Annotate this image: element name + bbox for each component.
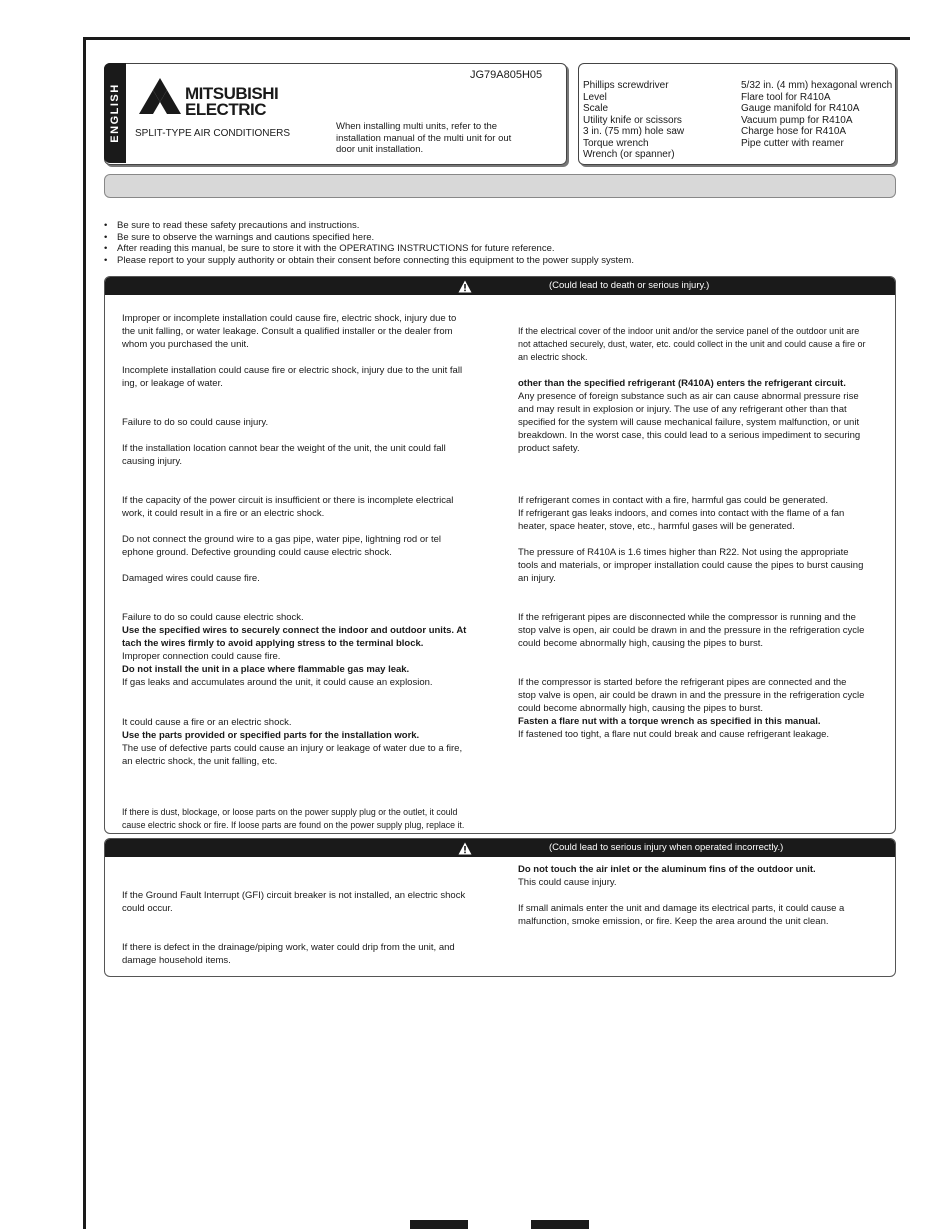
item-text-line: Any presence of foreign substance such as air can cause abnormal pressure rise (518, 391, 859, 402)
caution-item (122, 941, 492, 967)
brand-line-1: MITSUBISHI (185, 84, 279, 103)
item-text-line: If the Ground Fault Interrupt (GFI) circuit breaker is not installed, an electric shock (122, 890, 466, 901)
caution-item (518, 902, 890, 928)
list-item-text: Please report to your supply authority or obtain their consent before connecting this equipment to the power supply system. (117, 254, 634, 266)
list-item-text: After reading this manual, be sure to store it with the OPERATING INSTRUCTIONS for future reference. (117, 243, 555, 254)
bullet: • (104, 254, 108, 266)
tool-item: Torque wrench (583, 137, 649, 149)
item-text-line: Failure to do so could cause electric shock. (122, 612, 304, 623)
caution-item (518, 863, 890, 889)
item-text-line: The use of defective parts could cause an injury or leakage of water due to a fire, (122, 743, 463, 754)
tool-item: Phillips screwdriver (583, 80, 669, 91)
item-text-line: stop valve is open, air could be drawn in and the pressure in the refrigeration cycle (518, 625, 865, 636)
brand-line-2: ELECTRIC (185, 100, 266, 119)
warning-item (518, 494, 890, 533)
item-text-line: breakdown. In the worst case, this could lead to a serious impediment to securing (518, 430, 861, 441)
intro-list (104, 220, 634, 266)
bullet: • (104, 231, 108, 243)
warning-item (122, 364, 492, 390)
top-rule (83, 37, 910, 40)
item-text-line: If refrigerant gas leaks indoors, and comes into contact with the flame of a fan (518, 508, 845, 519)
item-text-line: stop valve is open, air could be drawn in and the pressure in the refrigeration cycle (518, 690, 865, 701)
item-text-line: the unit falling, or water leakage. Consult a qualified installer or the dealer from (122, 326, 453, 337)
item-text-line: This could cause injury. (518, 877, 617, 888)
item-text-line: work, it could result in a fire or an electric shock. (122, 508, 325, 519)
tool-item: Gauge manifold for R410A (741, 103, 860, 114)
warning-item (518, 325, 890, 364)
list-item-text: Be sure to observe the warnings and cautions specified here. (117, 231, 375, 243)
item-text-line: If fastened too tight, a flare nut could break and cause refrigerant leakage. (518, 729, 830, 740)
tools-list-left (583, 80, 684, 161)
tool-item: 5/32 in. (4 mm) hexagonal wrench (741, 80, 893, 91)
item-text-line: tools and materials, or improper installation could cause the pipes to burst causing (518, 560, 864, 571)
item-text-line: ephone ground. Defective grounding could cause electric shock. (122, 547, 392, 558)
item-text-line: cause electric shock or fire. If loose parts are found on the power supply plug, replace it. (122, 820, 465, 830)
item-text-line: Damaged wires could cause fire. (122, 573, 260, 584)
tool-item: Pipe cutter with reamer (741, 137, 844, 149)
warning-item (122, 806, 492, 832)
item-text-line: and may result in explosion or injury. The use of any refrigerant other than that (518, 404, 847, 415)
footer-tab (531, 1220, 589, 1229)
item-text-line: If the refrigerant pipes are disconnected while the compressor is running and the (518, 612, 856, 623)
tools-list-right (741, 80, 892, 149)
warning-item (518, 611, 890, 650)
item-text-line: could become abnormally high, causing the pipes to burst. (518, 638, 764, 649)
multi-unit-note (336, 121, 536, 156)
warning-note: (Could lead to death or serious injury.) (549, 280, 710, 291)
warning-item (122, 611, 492, 689)
warning-item (122, 416, 492, 429)
item-text-line: If gas leaks and accumulates around the unit, it could cause an explosion. (122, 677, 433, 688)
left-rule (83, 37, 86, 1229)
product-name: SPLIT-TYPE AIR CONDITIONERS (135, 128, 291, 139)
tool-item: Scale (583, 103, 609, 114)
list-item (104, 255, 634, 267)
tool-item: Level (583, 91, 607, 103)
item-heading-line: other than the specified refrigerant (R410A) enters the refrigerant circuit. (518, 378, 846, 389)
item-text-line: specified for the system will cause mechanical failure, system malfunction, or unit (518, 417, 860, 428)
caution-triangle-icon (458, 842, 472, 855)
warning-item (122, 716, 492, 768)
item-text-line: If there is dust, blockage, or loose parts on the power supply plug or the outlet, it could (122, 807, 458, 817)
caution-header (105, 839, 895, 857)
tool-item: Vacuum pump for R410A (741, 114, 853, 126)
warning-triangle-icon (458, 280, 472, 293)
item-text-line: It could cause a fire or an electric shock. (122, 717, 292, 728)
item-heading-line: Use the specified wires to securely connect the indoor and outdoor units. At (122, 625, 467, 636)
bullet: • (104, 220, 108, 231)
item-text-line: If the capacity of the power circuit is insufficient or there is incomplete electrical (122, 495, 454, 506)
tool-item: Charge hose for R410A (741, 126, 847, 137)
caution-note: (Could lead to serious injury when operated incorrectly.) (549, 842, 784, 853)
item-text-line: not attached securely, dust, water, etc. could collect in the unit and could cause a fire or (518, 339, 866, 349)
tool-item: Utility knife or scissors (583, 114, 682, 126)
warning-item (518, 546, 890, 585)
bullet: • (104, 243, 108, 254)
warning-item (122, 533, 492, 559)
item-heading-line: Use the parts provided or specified parts for the installation work. (122, 730, 420, 741)
warning-item (518, 377, 890, 455)
warning-item (122, 442, 492, 468)
item-heading-line: Do not install the unit in a place where flammable gas may leak. (122, 664, 410, 675)
list-item (104, 220, 634, 232)
item-text-line: If the installation location cannot bear the weight of the unit, the unit could fall (122, 443, 446, 454)
warning-header (105, 277, 895, 295)
item-text-line: If refrigerant comes in contact with a fire, harmful gas could be generated. (518, 495, 828, 506)
item-text-line: Failure to do so could cause injury. (122, 417, 269, 428)
brand-name (185, 86, 278, 118)
language-label: ENGLISH (109, 83, 121, 143)
note-line: installation manual of the multi unit for out (336, 132, 512, 144)
item-text-line: If there is defect in the drainage/piping work, water could drip from the unit, and (122, 942, 455, 953)
warning-item (122, 312, 492, 351)
list-item (104, 243, 634, 255)
item-text-line: Incomplete installation could cause fire or electric shock, injury due to the unit fall (122, 365, 463, 376)
item-text-line: whom you purchased the unit. (122, 339, 249, 350)
item-text-line: malfunction, smoke emission, or fire. Keep the area around the unit clean. (518, 916, 829, 927)
tool-item: 3 in. (75 mm) hole saw (583, 126, 685, 137)
item-heading-line: Do not touch the air inlet or the aluminum fins of the outdoor unit. (518, 864, 816, 875)
item-text-line: heater, space heater, stove, etc., harmful gases will be generated. (518, 521, 795, 532)
item-text-line: ing, or leakage of water. (122, 378, 223, 389)
item-text-line: could occur. (122, 903, 173, 914)
item-text-line: could become abnormally high, causing the pipes to burst. (518, 703, 764, 714)
warning-item (122, 572, 492, 585)
list-item (104, 232, 634, 244)
note-line: When installing multi units, refer to the (336, 121, 498, 132)
list-item-text: Be sure to read these safety precautions and instructions. (117, 220, 360, 231)
item-heading-line: Fasten a flare nut with a torque wrench as specified in this manual. (518, 716, 821, 727)
document-code: JG79A805H05 (470, 69, 543, 81)
item-text-line: damage household items. (122, 955, 231, 966)
tool-item: Wrench (or spanner) (583, 149, 675, 160)
item-text-line: an electric shock. (518, 352, 588, 362)
item-heading-line: tach the wires firmly to avoid applying stress to the terminal block. (122, 638, 424, 649)
item-text-line: Improper or incomplete installation could cause fire, electric shock, injury due to (122, 313, 457, 324)
note-line: door unit installation. (336, 144, 424, 155)
footer-tab (410, 1220, 468, 1229)
section-title-bar (104, 174, 896, 198)
item-text-line: Improper connection could cause fire. (122, 651, 281, 662)
item-text-line: product safety. (518, 443, 580, 454)
item-text-line: If the compressor is started before the refrigerant pipes are connected and the (518, 677, 847, 688)
item-text-line: The pressure of R410A is 1.6 times higher than R22. Not using the appropriate (518, 547, 849, 558)
item-text-line: causing injury. (122, 456, 183, 467)
item-text-line: an electric shock, the unit falling, etc. (122, 756, 278, 767)
warning-item (122, 494, 492, 520)
language-tab (104, 63, 126, 163)
item-text-line: Do not connect the ground wire to a gas pipe, water pipe, lightning rod or tel (122, 534, 441, 545)
item-text-line: If the electrical cover of the indoor unit and/or the service panel of the outdoor unit are (518, 326, 860, 336)
warning-item (518, 676, 890, 741)
item-text-line: If small animals enter the unit and damage its electrical parts, it could cause a (518, 903, 845, 914)
tool-item: Flare tool for R410A (741, 91, 831, 103)
item-text-line: an injury. (518, 573, 556, 584)
caution-item (122, 889, 492, 915)
brand-logo-icon (135, 76, 185, 120)
